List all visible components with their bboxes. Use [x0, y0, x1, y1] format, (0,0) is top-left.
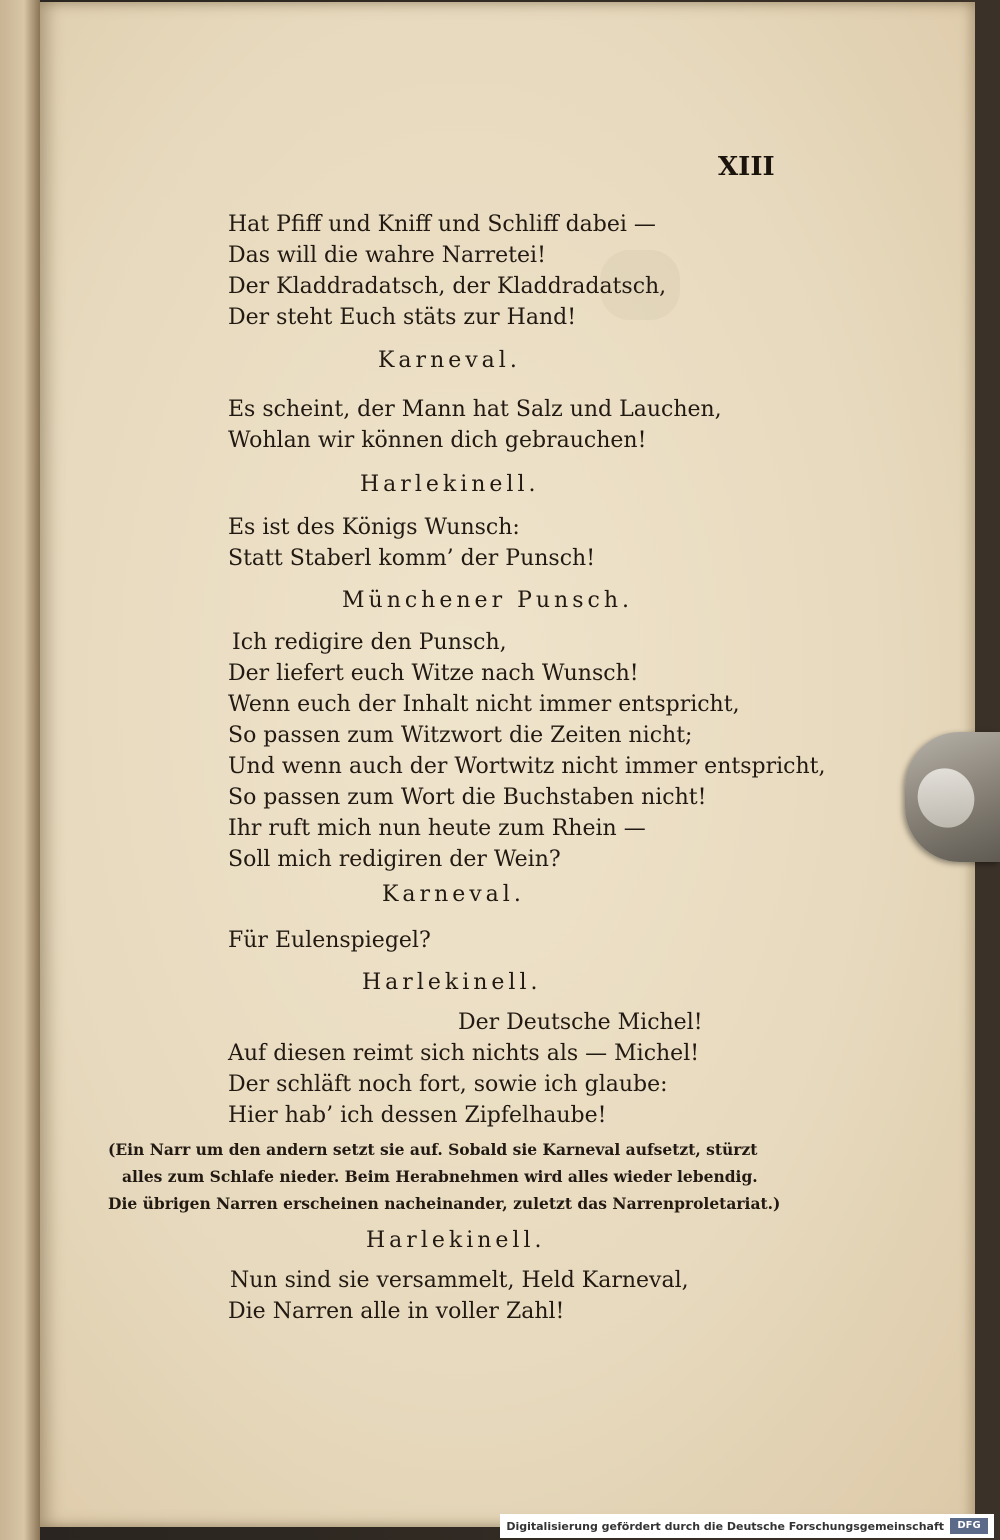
speaker-heading: Karneval. [378, 348, 521, 373]
stage-direction-line: (Ein Narr um den andern setzt sie auf. Sobald sie Karneval aufsetzt, stürzt [108, 1140, 758, 1159]
verse-line: Auf diesen reimt sich nichts als — Michel! [228, 1041, 700, 1066]
funding-notice: Digitalisierung gefördert durch die Deutsche Forschungsgemeinschaft [506, 1519, 944, 1533]
verse-line: So passen zum Witzwort die Zeiten nicht; [228, 723, 693, 748]
verse-line: Das will die wahre Narretei! [228, 243, 546, 268]
verse-line: Der liefert euch Witze nach Wunsch! [228, 661, 639, 686]
verse-line: Der Kladdradatsch, der Kladdradatsch, [228, 274, 667, 299]
verse-line: Soll mich redigiren der Wein? [228, 847, 561, 872]
previous-page-edge [0, 0, 40, 1540]
verse-line: Der steht Euch stäts zur Hand! [228, 305, 577, 330]
verse-line: Wohlan wir können dich gebrauchen! [228, 428, 647, 453]
verse-line: Der Deutsche Michel! [458, 1010, 703, 1035]
speaker-heading: Harlekinell. [360, 472, 540, 497]
digitization-footer [500, 1514, 994, 1538]
verse-line: Die Narren alle in voller Zahl! [228, 1299, 565, 1324]
verse-line: Für Eulenspiegel? [228, 928, 431, 953]
verse-line: Ich redigire den Punsch, [232, 630, 507, 655]
verse-line: Ihr ruft mich nun heute zum Rhein — [228, 816, 646, 841]
speaker-heading: Harlekinell. [362, 970, 542, 995]
verse-line: Statt Staberl komm’ der Punsch! [228, 546, 596, 571]
verse-line: So passen zum Wort die Buchstaben nicht! [228, 785, 707, 810]
verse-line: Und wenn auch der Wortwitz nicht immer entspricht, [228, 754, 826, 779]
speaker-heading: Harlekinell. [366, 1228, 546, 1253]
verse-line: Hier hab’ ich dessen Zipfelhaube! [228, 1103, 607, 1128]
verse-line: Hat Pfiff und Kniff und Schliff dabei — [228, 212, 656, 237]
verse-line: Es scheint, der Mann hat Salz und Lauchen, [228, 397, 722, 422]
dfg-logo: DFG [950, 1518, 988, 1534]
verse-line: Wenn euch der Inhalt nicht immer entspricht, [228, 692, 740, 717]
speaker-heading: Münchener Punsch. [342, 588, 633, 613]
verse-line: Nun sind sie versammelt, Held Karneval, [230, 1268, 689, 1293]
verse-line: Es ist des Königs Wunsch: [228, 515, 520, 540]
page-number: XIII [718, 152, 775, 182]
speaker-heading: Karneval. [382, 882, 525, 907]
verse-line: Der schläft noch fort, sowie ich glaube: [228, 1072, 668, 1097]
stage-direction-line: Die übrigen Narren erscheinen nacheinander, zuletzt das Narrenproletariat.) [108, 1194, 781, 1213]
stage-direction-line: alles zum Schlafe nieder. Beim Herabnehmen wird alles wieder lebendig. [122, 1167, 758, 1186]
